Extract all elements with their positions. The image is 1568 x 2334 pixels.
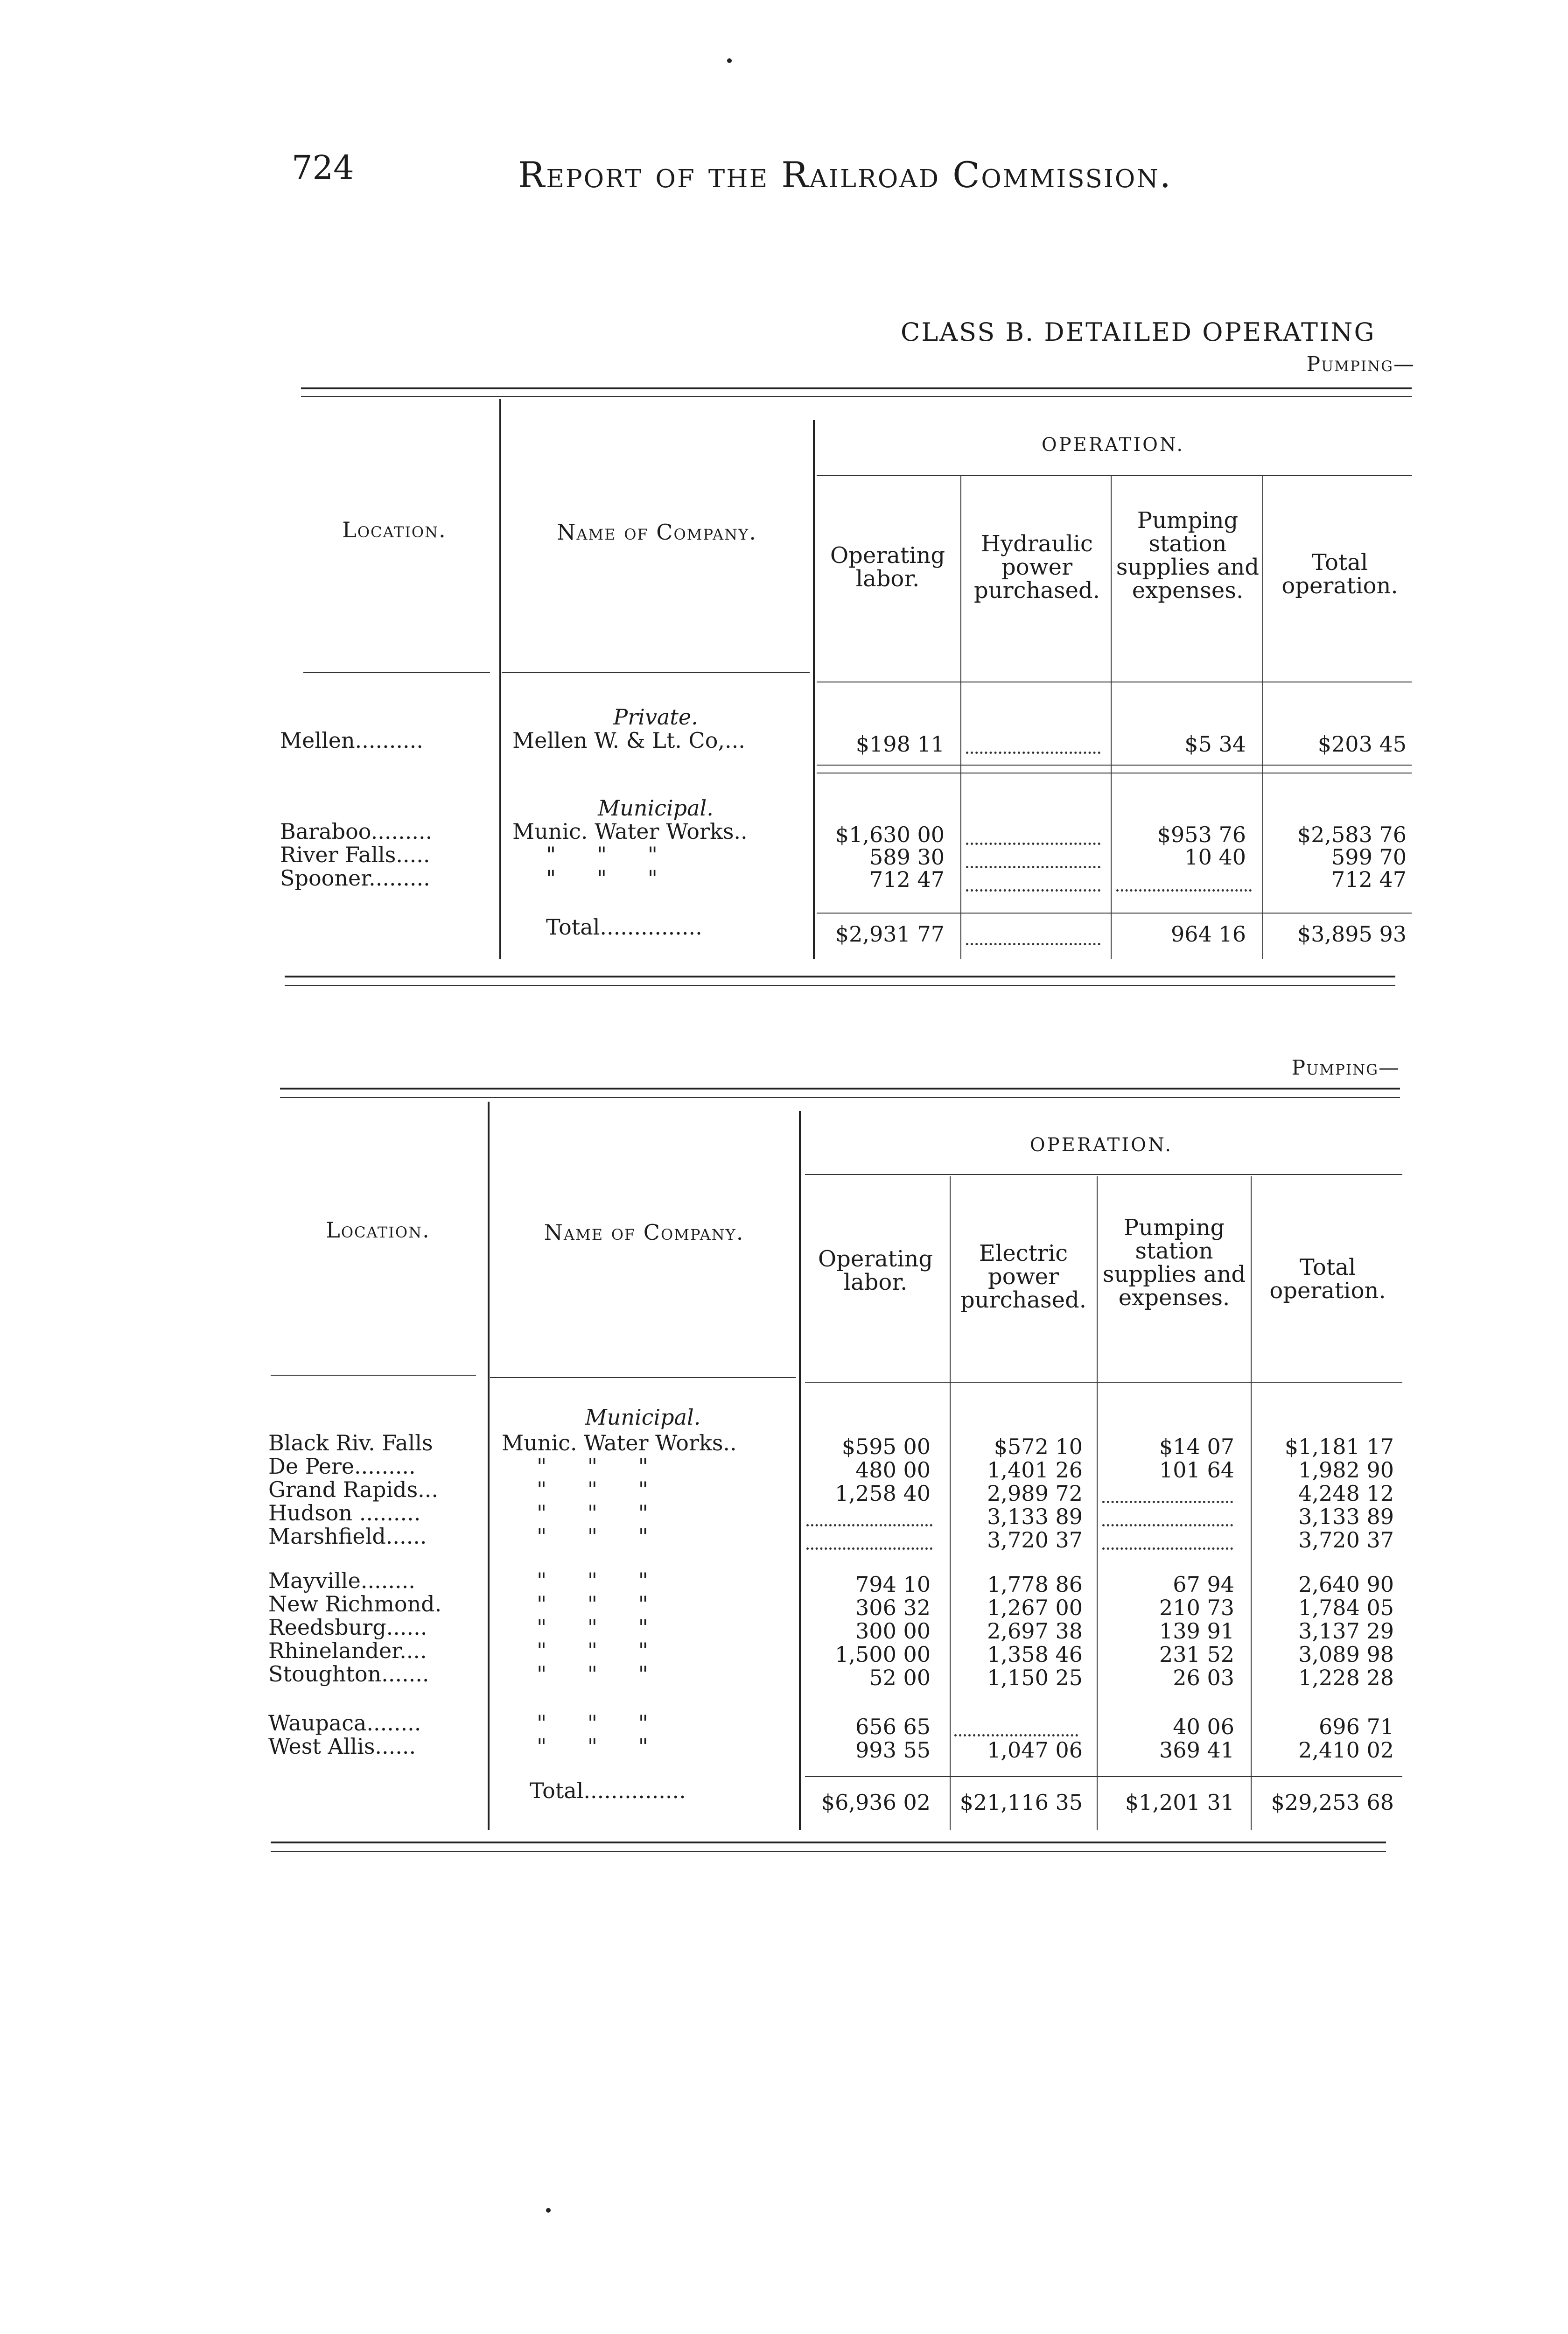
table-row-company: " " " (537, 1591, 648, 1617)
t1-r3-c4: 712 47 (1331, 867, 1407, 892)
t1-group-municipal: Municipal. (598, 795, 714, 821)
table-row-company: " " " (537, 1661, 648, 1687)
t1-r1-c3: $953 76 (1157, 822, 1246, 847)
t1-header-location: Location. (342, 517, 447, 542)
t2-header-col1: Operating labor. (818, 1246, 933, 1295)
table-row-company: " " " (537, 1454, 648, 1479)
t2-rule-b (490, 1377, 796, 1378)
table-row-c4: 1,228 28 (1298, 1665, 1394, 1690)
t1-r3-c3-leader (1116, 889, 1252, 892)
t2-vline-3 (950, 1176, 951, 1830)
t1-r3-c1: 712 47 (869, 867, 945, 892)
t1-r0-c4: $203 45 (1317, 731, 1407, 757)
table-row-c1: $595 00 (841, 1434, 931, 1459)
table-row-c3-leader (1102, 1524, 1233, 1526)
t1-operation-header: OPERATION. (1041, 434, 1185, 456)
table-1-top-rule (301, 387, 1412, 389)
t1-r3-location: Spooner......... (280, 865, 430, 891)
table-row-location: Mayville........ (268, 1568, 415, 1593)
t2-operation-header: OPERATION. (1029, 1134, 1173, 1156)
t1-r0-company: Mellen W. & Lt. Co,... (512, 728, 745, 753)
t1-vline-3 (960, 476, 961, 959)
table-row-c4: 4,248 12 (1298, 1481, 1394, 1506)
t2-header-col2: Electric power purchased. (960, 1240, 1087, 1313)
table-row-location: Hudson ......... (268, 1500, 421, 1526)
table-row-c2: 2,697 38 (987, 1618, 1083, 1644)
table-row-c2: 1,358 46 (987, 1642, 1083, 1667)
table-row-location: New Richmond. (268, 1591, 442, 1617)
t1-vline-5 (1262, 476, 1263, 959)
table-row-c1-leader (806, 1547, 932, 1550)
table-row-c2: 3,133 89 (987, 1504, 1083, 1529)
table-row-company: " " " (537, 1524, 648, 1549)
t2-vline-5 (1251, 1176, 1252, 1830)
section-title: CLASS B. DETAILED OPERATING (901, 317, 1376, 347)
t1-rule-f (817, 913, 1412, 914)
t1-vline-4 (1111, 476, 1112, 959)
t1-r0-c2-leader (966, 752, 1100, 754)
t2-header-col3: Pumping station supplies and expenses. (1102, 1215, 1246, 1311)
table-row-c2: 1,047 06 (987, 1737, 1083, 1763)
table-row-c1: 52 00 (869, 1665, 931, 1690)
t1-vline-2 (813, 420, 815, 959)
table-row-location: Stoughton....... (268, 1661, 429, 1687)
table-row-c3: 67 94 (1173, 1572, 1234, 1597)
t1-total-c3: 964 16 (1171, 921, 1246, 947)
table-row-c4: 3,133 89 (1298, 1504, 1394, 1529)
t2-total-c1: $6,936 02 (821, 1790, 931, 1815)
t1-rule-d (817, 765, 1412, 766)
table-1-bottom-rule (285, 976, 1395, 977)
t1-r0-location: Mellen.......... (280, 728, 423, 753)
table-row-company: " " " (537, 1500, 648, 1526)
t2-total-c4: $29,253 68 (1271, 1790, 1394, 1815)
t1-r2-c3: 10 40 (1184, 844, 1246, 870)
t1-r2-c1: 589 30 (869, 844, 945, 870)
t1-rule-a (303, 672, 490, 673)
table-row-c1: 993 55 (855, 1737, 931, 1763)
table-1-top-rule-2 (301, 396, 1412, 397)
t1-r2-c2-leader (966, 866, 1100, 868)
table-row-c3: 40 06 (1173, 1714, 1234, 1739)
t1-r1-location: Baraboo......... (280, 819, 433, 844)
t2-vline-1 (488, 1102, 490, 1830)
t2-rule-d (805, 1776, 1402, 1777)
t1-rule-b (502, 672, 810, 673)
t1-r1-c1: $1,630 00 (835, 822, 945, 847)
table-row-c1: 1,258 40 (835, 1481, 931, 1506)
t1-header-company: Name of Company. (557, 520, 757, 545)
table-row-c2: 1,778 86 (987, 1572, 1083, 1597)
table-row-c2: 1,401 26 (987, 1457, 1083, 1483)
t2-header-col4: Total operation. (1269, 1254, 1386, 1304)
scan-speck (546, 2208, 551, 2213)
table-row-company: " " " (537, 1615, 648, 1640)
table-row-c3: 231 52 (1159, 1642, 1234, 1667)
t1-r2-c4: 599 70 (1331, 844, 1407, 870)
table-row-c1: 480 00 (855, 1457, 931, 1483)
table-row-company: " " " (537, 1638, 648, 1663)
table-row-location: West Allis...... (268, 1734, 416, 1759)
scan-speck (727, 58, 732, 63)
table-row-c3: 210 73 (1159, 1595, 1234, 1620)
table-row-c4: 3,720 37 (1298, 1527, 1394, 1553)
table-2-bottom-rule (271, 1842, 1386, 1843)
table-row-company: " " " (537, 1710, 648, 1736)
table-row-c3-leader (1102, 1547, 1233, 1550)
table-row-c4: 1,784 05 (1298, 1595, 1394, 1620)
table-row-location: De Pere......... (268, 1454, 416, 1479)
t1-r0-c1: $198 11 (855, 731, 945, 757)
t1-header-col1: Operating labor. (830, 542, 945, 592)
t2-total-c3: $1,201 31 (1125, 1790, 1234, 1815)
t1-r1-company: Munic. Water Works.. (512, 819, 748, 844)
table-row-c2-leader (954, 1734, 1078, 1736)
t1-header-col2: Hydraulic power purchased. (973, 531, 1100, 604)
t1-vline-1 (499, 399, 501, 959)
table-row-location: Reedsburg...... (268, 1615, 427, 1640)
table-row-c1: 794 10 (855, 1572, 931, 1597)
table-row-c2: 1,150 25 (987, 1665, 1083, 1690)
t2-operation-rule (805, 1174, 1402, 1175)
table-row-c3: 369 41 (1159, 1737, 1234, 1763)
table-row-c1: 1,500 00 (835, 1642, 931, 1667)
table-row-c4: 1,982 90 (1298, 1457, 1394, 1483)
t1-r0-c3: $5 34 (1184, 731, 1246, 757)
t1-total-c4: $3,895 93 (1297, 921, 1407, 947)
table-row-location: Rhinelander.... (268, 1638, 427, 1663)
table-row-c4: 3,089 98 (1298, 1642, 1394, 1667)
table-1-bottom-rule-2 (285, 985, 1395, 986)
table-row-c4: 3,137 29 (1298, 1618, 1394, 1644)
table-row-c4: 696 71 (1319, 1714, 1394, 1739)
table-row-c1-leader (806, 1524, 932, 1526)
table-2-top-rule-2 (280, 1097, 1400, 1098)
table-row-c4: $1,181 17 (1284, 1434, 1394, 1459)
t2-vline-2 (799, 1111, 801, 1830)
continued-label-2: Pumping— (1291, 1056, 1400, 1080)
table-row-location: Black Riv. Falls (268, 1430, 433, 1455)
table-row-company: Munic. Water Works.. (502, 1430, 737, 1455)
t2-rule-a (271, 1375, 476, 1376)
t2-total-c2: $21,116 35 (959, 1790, 1083, 1815)
t1-operation-rule (817, 475, 1412, 476)
table-row-c4: 2,640 90 (1298, 1572, 1394, 1597)
t1-r2-company: " " " (546, 842, 658, 867)
table-row-company: " " " (537, 1734, 648, 1759)
page-number: 724 (292, 148, 354, 187)
t1-r1-c2-leader (966, 843, 1100, 845)
t1-r2-location: River Falls..... (280, 842, 430, 867)
continued-label-1: Pumping— (1306, 352, 1415, 376)
table-row-location: Waupaca........ (268, 1710, 421, 1736)
table-row-location: Grand Rapids... (268, 1477, 439, 1502)
t1-r3-company: " " " (546, 865, 658, 891)
table-row-c2: 1,267 00 (987, 1595, 1083, 1620)
t2-group-municipal: Municipal. (585, 1405, 701, 1430)
t1-r3-c2-leader (966, 889, 1100, 892)
t1-header-col3: Pumping station supplies and expenses. (1116, 507, 1260, 604)
t1-group-private: Private. (613, 704, 698, 730)
table-row-c3: 26 03 (1173, 1665, 1234, 1690)
table-row-c3: $14 07 (1159, 1434, 1234, 1459)
table-row-c3-leader (1102, 1501, 1233, 1503)
t1-header-col4: Total operation. (1281, 549, 1398, 599)
table-row-c1: 656 65 (855, 1714, 931, 1739)
table-2-bottom-rule-2 (271, 1851, 1386, 1852)
table-row-c3: 101 64 (1159, 1457, 1234, 1483)
t1-total-c1: $2,931 77 (835, 921, 945, 947)
table-row-c2: 2,989 72 (987, 1481, 1083, 1506)
t2-rule-c (805, 1382, 1402, 1383)
t1-total-c2-leader (966, 943, 1100, 945)
table-row-c1: 300 00 (855, 1618, 931, 1644)
table-2-top-rule (280, 1088, 1400, 1090)
t2-vline-4 (1097, 1176, 1098, 1830)
t1-total-label: Total............... (546, 914, 702, 940)
table-row-c2: $572 10 (994, 1434, 1083, 1459)
t1-r1-c4: $2,583 76 (1297, 822, 1407, 847)
table-row-c4: 2,410 02 (1298, 1737, 1394, 1763)
running-title: Report of the Railroad Commission. (518, 154, 1172, 196)
table-row-c3: 139 91 (1159, 1618, 1234, 1644)
table-row-company: " " " (537, 1477, 648, 1502)
table-row-location: Marshfield...... (268, 1524, 427, 1549)
table-row-c1: 306 32 (855, 1595, 931, 1620)
t2-header-location: Location. (326, 1217, 430, 1243)
t2-header-company: Name of Company. (544, 1220, 744, 1245)
table-row-company: " " " (537, 1568, 648, 1593)
table-row-c2: 3,720 37 (987, 1527, 1083, 1553)
t2-total-label: Total............... (530, 1778, 686, 1803)
